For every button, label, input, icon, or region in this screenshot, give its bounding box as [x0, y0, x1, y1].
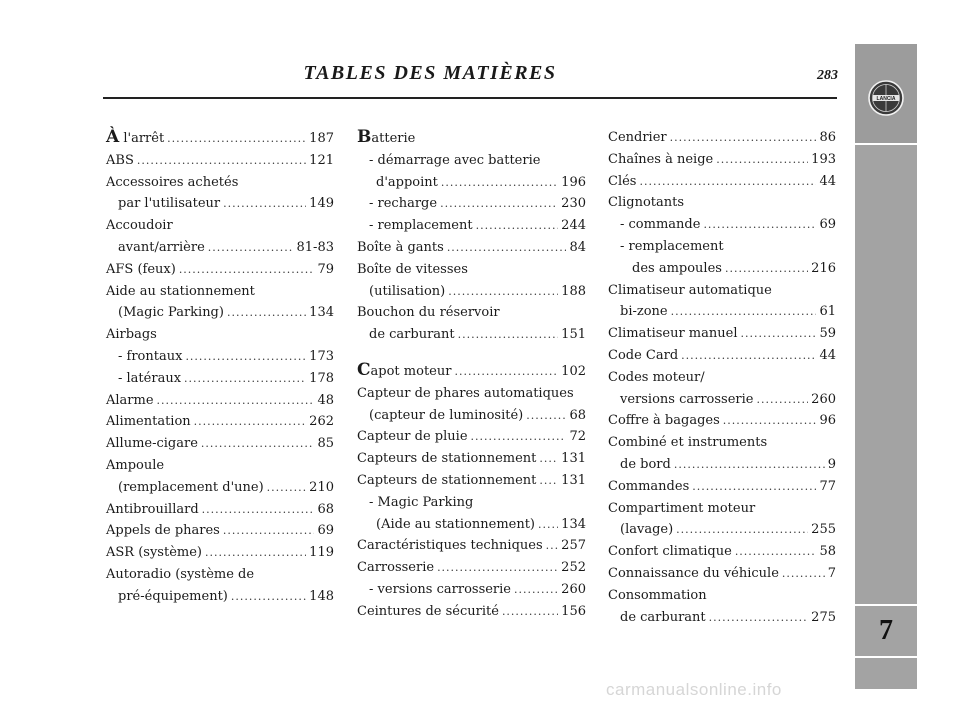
dot-leader [539, 448, 558, 470]
entry-label: (remplacement d'une) [118, 479, 264, 495]
index-line [106, 346, 334, 368]
index-line [608, 410, 836, 432]
index-line [608, 389, 836, 411]
page-reference: 193 [811, 151, 836, 167]
entry-label: (lavage) [620, 522, 674, 538]
index-entry [106, 390, 334, 412]
page-reference: 216 [811, 260, 836, 276]
index-entry [106, 150, 334, 172]
index-line [106, 564, 334, 586]
page-reference: 44 [819, 173, 836, 189]
dot-leader [208, 237, 294, 259]
entry-label: Capteur de phares automatiques [357, 385, 574, 401]
index-entry [608, 149, 836, 171]
page-reference: 44 [819, 347, 836, 363]
index-entry [357, 215, 586, 237]
entry-label: - frontaux [118, 348, 183, 364]
drop-cap-letter: B [357, 127, 372, 147]
dot-leader [538, 514, 558, 536]
index-line [106, 215, 334, 237]
index-line [106, 477, 334, 499]
index-line [608, 454, 836, 476]
index-line [106, 237, 334, 259]
page-reference: 210 [309, 479, 334, 495]
dot-leader [167, 128, 306, 150]
index-line [608, 214, 836, 236]
dot-leader [194, 411, 307, 433]
index-line [608, 519, 836, 541]
page-reference: 58 [819, 544, 836, 560]
entry-label: - latéraux [118, 370, 182, 386]
entry-label: pré-équipement) [118, 588, 228, 604]
dot-leader [157, 390, 315, 412]
dot-leader [441, 172, 558, 194]
index-entry [106, 324, 334, 389]
entry-label: Batterie [357, 127, 416, 147]
index-entry [357, 302, 586, 346]
index-entry [608, 367, 836, 411]
entry-label: - démarrage avec batterie [369, 152, 541, 168]
index-line [357, 405, 586, 427]
index-entry [608, 171, 836, 193]
index-entry [608, 498, 836, 542]
index-line [106, 390, 334, 412]
page-reference: 86 [819, 130, 836, 145]
entry-label: - Magic Parking [369, 494, 474, 510]
entry-label: - recharge [369, 196, 438, 212]
page-reference: 131 [561, 472, 586, 488]
dot-leader [671, 301, 817, 323]
dot-leader [674, 454, 825, 476]
dot-leader [458, 324, 559, 346]
index-entry [608, 323, 836, 345]
index-entry [106, 455, 334, 499]
page-reference: 134 [561, 516, 586, 532]
entry-label: À l'arrêt [106, 127, 165, 147]
entry-label: de bord [620, 456, 671, 472]
dot-leader [227, 302, 306, 324]
entry-label: Bouchon du réservoir [357, 305, 500, 321]
entry-label: Appels de phares [106, 523, 220, 539]
index-line [608, 541, 836, 563]
header-divider [103, 97, 837, 99]
dot-leader [471, 426, 567, 448]
entry-label: Capot moteur [357, 359, 452, 380]
entry-label: Capteurs de stationnement [357, 451, 537, 467]
index-line [106, 150, 334, 172]
entry-label: Capteurs de stationnement [357, 472, 537, 488]
entry-label: Accessoires achetés [106, 174, 239, 190]
dot-leader [231, 586, 306, 608]
entry-label: Combiné et instruments [608, 435, 768, 451]
entry-label: Ceintures de sécurité [357, 603, 499, 619]
page-reference: 260 [811, 391, 836, 407]
page-reference: 9 [827, 456, 836, 472]
index-entry [357, 448, 586, 470]
index-line [608, 280, 836, 302]
index-entry [608, 345, 836, 367]
index-line [106, 259, 334, 281]
index-line [106, 433, 334, 455]
entry-label: Allume-cigare [106, 436, 198, 452]
entry-label: d'appoint [376, 174, 438, 190]
index-entry [357, 470, 586, 535]
index-line [106, 586, 334, 608]
dot-leader [676, 519, 808, 541]
page-reference: 102 [561, 363, 586, 379]
index-column-3 [608, 127, 836, 628]
index-entry [357, 535, 586, 557]
dot-leader [476, 215, 559, 237]
page-reference: 230 [561, 196, 586, 212]
index-entry [106, 215, 334, 259]
index-line [608, 476, 836, 498]
page-reference: 119 [309, 545, 334, 561]
page-reference: 7 [827, 565, 836, 581]
index-line [106, 324, 334, 346]
page-reference: 151 [561, 327, 586, 343]
index-line [357, 281, 586, 303]
page-reference: 196 [561, 174, 586, 190]
entry-label: - versions carrosserie [369, 581, 511, 597]
entry-label: Connaissance du véhicule [608, 565, 779, 581]
index-line [608, 258, 836, 280]
index-line [106, 127, 334, 150]
page-reference: 48 [317, 392, 334, 408]
index-line [608, 127, 836, 149]
index-entry [106, 542, 334, 564]
page-reference: 77 [819, 478, 836, 494]
entry-label: Codes moteur/ [608, 369, 705, 385]
index-line [357, 127, 586, 150]
page-reference: 79 [317, 261, 334, 277]
dot-leader [716, 149, 808, 171]
index-line [106, 455, 334, 477]
index-line [608, 585, 836, 607]
watermark: carmanualsonline.info [606, 680, 782, 699]
entry-label: (utilisation) [369, 283, 446, 299]
page-reference: 121 [309, 152, 334, 168]
dot-leader [709, 607, 809, 629]
entry-label: - remplacement [369, 218, 473, 234]
index-line [357, 448, 586, 470]
page-reference: 84 [569, 239, 586, 255]
dot-leader [740, 323, 816, 345]
index-entry [608, 410, 836, 432]
index-entry [608, 280, 836, 324]
dot-leader [502, 601, 558, 623]
entry-label: Compartiment moteur [608, 500, 756, 516]
index-line [357, 215, 586, 237]
dot-leader [448, 281, 558, 303]
index-line [357, 172, 586, 194]
index-entry [608, 541, 836, 563]
page-reference: 69 [317, 523, 334, 539]
index-line [357, 237, 586, 259]
entry-label: Ampoule [106, 457, 165, 473]
page-reference: 81-83 [296, 239, 334, 255]
index-entry [608, 476, 836, 498]
index-line [608, 432, 836, 454]
page-reference: 178 [309, 370, 334, 386]
dot-leader [440, 193, 558, 215]
entry-label: Consommation [608, 587, 707, 603]
dot-leader [223, 520, 315, 542]
page-reference: 72 [569, 429, 586, 445]
entry-label: de carburant [620, 609, 706, 625]
entry-label: Caractéristiques techniques [357, 538, 543, 554]
entry-label: (Magic Parking) [118, 305, 224, 321]
entry-label: Commandes [608, 478, 690, 494]
page-reference: 244 [561, 218, 586, 234]
dot-leader [782, 563, 825, 585]
index-line [106, 193, 334, 215]
index-line [608, 345, 836, 367]
index-line [357, 150, 586, 172]
entry-label: Code Card [608, 347, 679, 363]
page-reference: 148 [309, 588, 334, 604]
index-entry [357, 127, 586, 150]
entry-label: Boîte à gants [357, 239, 444, 255]
brand-logo [855, 44, 917, 143]
index-entry [106, 499, 334, 521]
page-reference: 173 [309, 348, 334, 364]
index-entry [106, 281, 334, 325]
entry-label: Clés [608, 173, 637, 189]
entry-label: ABS [106, 152, 134, 168]
page-reference: 69 [819, 217, 836, 233]
entry-label: par l'utilisateur [118, 196, 221, 212]
index-entry [106, 127, 334, 150]
index-line [357, 492, 586, 514]
dot-leader [546, 535, 559, 557]
page-reference: 96 [819, 413, 836, 429]
entry-label: des ampoules [632, 260, 722, 276]
entry-label: avant/arrière [118, 239, 205, 255]
index-line [357, 514, 586, 536]
index-column-1 [106, 127, 334, 608]
sidebar-separator [855, 143, 917, 145]
dot-leader [267, 477, 307, 499]
page-reference: 59 [819, 326, 836, 342]
dot-leader [454, 361, 558, 383]
index-line [357, 383, 586, 405]
index-entry [106, 433, 334, 455]
dot-leader [725, 258, 808, 280]
index-entry [106, 564, 334, 608]
index-entry [357, 150, 586, 194]
index-line [106, 368, 334, 390]
index-entry [357, 383, 586, 427]
entry-label: - remplacement [620, 238, 724, 254]
index-entry [106, 172, 334, 216]
index-line [357, 324, 586, 346]
entry-label: Confort climatique [608, 544, 732, 560]
entry-label: ASR (système) [106, 545, 202, 561]
dot-leader [185, 346, 306, 368]
entry-label: Carrosserie [357, 560, 435, 576]
dot-leader [437, 557, 558, 579]
index-line [608, 323, 836, 345]
page-reference: 134 [309, 305, 334, 321]
index-entry [608, 585, 836, 629]
index-line [608, 192, 836, 214]
index-line [357, 426, 586, 448]
page-reference: 187 [309, 131, 334, 146]
page-reference: 255 [811, 522, 836, 538]
entry-label: Accoudoir [106, 218, 173, 234]
index-entry [357, 426, 586, 448]
index-line [357, 193, 586, 215]
entry-label: Airbags [106, 327, 157, 343]
index-line [608, 607, 836, 629]
dot-leader [137, 150, 306, 172]
index-line [106, 542, 334, 564]
page-title: TABLES DES MATIÈRES [303, 62, 557, 84]
entry-label: Capteur de pluie [357, 429, 468, 445]
dot-leader [670, 127, 817, 149]
drop-cap-letter: C [357, 359, 371, 380]
index-line [608, 563, 836, 585]
entry-label: - commande [620, 217, 701, 233]
index-line [106, 411, 334, 433]
page-reference: 68 [569, 407, 586, 423]
index-entry [608, 432, 836, 476]
index-line [608, 301, 836, 323]
index-line [106, 499, 334, 521]
entry-label: bi-zone [620, 304, 668, 320]
index-entry [357, 237, 586, 259]
index-line [357, 535, 586, 557]
entry-label: versions carrosserie [620, 391, 754, 407]
index-entry [608, 563, 836, 585]
index-line [106, 281, 334, 303]
page-reference: 85 [317, 436, 334, 452]
page-reference: 188 [561, 283, 586, 299]
entry-label: AFS (feux) [106, 261, 176, 277]
index-entry [357, 259, 586, 303]
sidebar-separator [855, 656, 917, 658]
index-line [608, 236, 836, 258]
chapter-number: 7 [879, 615, 893, 646]
dot-leader [681, 345, 816, 367]
entry-label: Climatiseur automatique [608, 282, 772, 298]
index-entry [106, 411, 334, 433]
dot-leader [223, 193, 306, 215]
entry-label: (capteur de luminosité) [369, 407, 524, 423]
entry-label: Alarme [106, 392, 154, 408]
dot-leader [756, 389, 808, 411]
lancia-logo-icon [868, 80, 904, 116]
page-number: 283 [817, 68, 838, 83]
logo-text: LANCIA [876, 96, 896, 102]
dot-leader [184, 368, 306, 390]
dot-leader [202, 499, 315, 521]
index-column-2 [357, 127, 586, 623]
dot-leader [692, 476, 816, 498]
dot-leader [735, 541, 817, 563]
entry-label: Climatiseur manuel [608, 326, 738, 342]
index-line [357, 579, 586, 601]
index-line [357, 259, 586, 281]
page-reference: 156 [561, 603, 586, 619]
entry-label: Antibrouillard [106, 501, 199, 517]
dot-leader [179, 259, 315, 281]
page-reference: 260 [561, 581, 586, 597]
entry-label: Boîte de vitesses [357, 261, 468, 277]
dot-leader [639, 171, 816, 193]
page-reference: 131 [561, 451, 586, 467]
index-line [357, 470, 586, 492]
dot-leader [205, 542, 306, 564]
index-entry [357, 601, 586, 623]
index-entry [608, 127, 836, 149]
dot-leader [447, 237, 567, 259]
entry-label: Autoradio (système de [106, 566, 255, 582]
entry-label: Alimentation [106, 414, 191, 430]
index-line [357, 360, 586, 383]
page-reference: 252 [561, 560, 586, 576]
dot-leader [723, 410, 817, 432]
dot-leader [539, 470, 558, 492]
page-reference: 149 [309, 196, 334, 212]
index-entry [106, 259, 334, 281]
index-line [608, 149, 836, 171]
index-line [357, 557, 586, 579]
page-reference: 68 [317, 501, 334, 517]
dot-leader [703, 214, 816, 236]
index-line [608, 498, 836, 520]
entry-label: Chaînes à neige [608, 151, 714, 167]
index-line [106, 172, 334, 194]
entry-label: Clignotants [608, 195, 685, 211]
entry-label: Coffre à bagages [608, 413, 720, 429]
entry-label: Aide au stationnement [106, 283, 255, 299]
dot-leader [526, 405, 566, 427]
entry-label: de carburant [369, 327, 455, 343]
index-entry [106, 520, 334, 542]
index-entry [357, 360, 586, 383]
page-reference: 275 [811, 609, 836, 625]
index-entry [357, 557, 586, 601]
index-line [357, 302, 586, 324]
index-line [357, 601, 586, 623]
page-reference: 257 [561, 538, 586, 554]
index-line [106, 302, 334, 324]
index-entry [608, 192, 836, 279]
index-line [608, 367, 836, 389]
dot-leader [201, 433, 315, 455]
dot-leader [514, 579, 558, 601]
index-line [608, 171, 836, 193]
index-line [106, 520, 334, 542]
drop-cap-letter: À [106, 127, 120, 147]
entry-label: Cendrier [608, 130, 667, 145]
index-entry [357, 193, 586, 215]
page-reference: 61 [819, 304, 836, 320]
entry-label: (Aide au stationnement) [376, 516, 536, 532]
page-reference: 262 [309, 414, 334, 430]
chapter-sidebar [855, 44, 917, 689]
